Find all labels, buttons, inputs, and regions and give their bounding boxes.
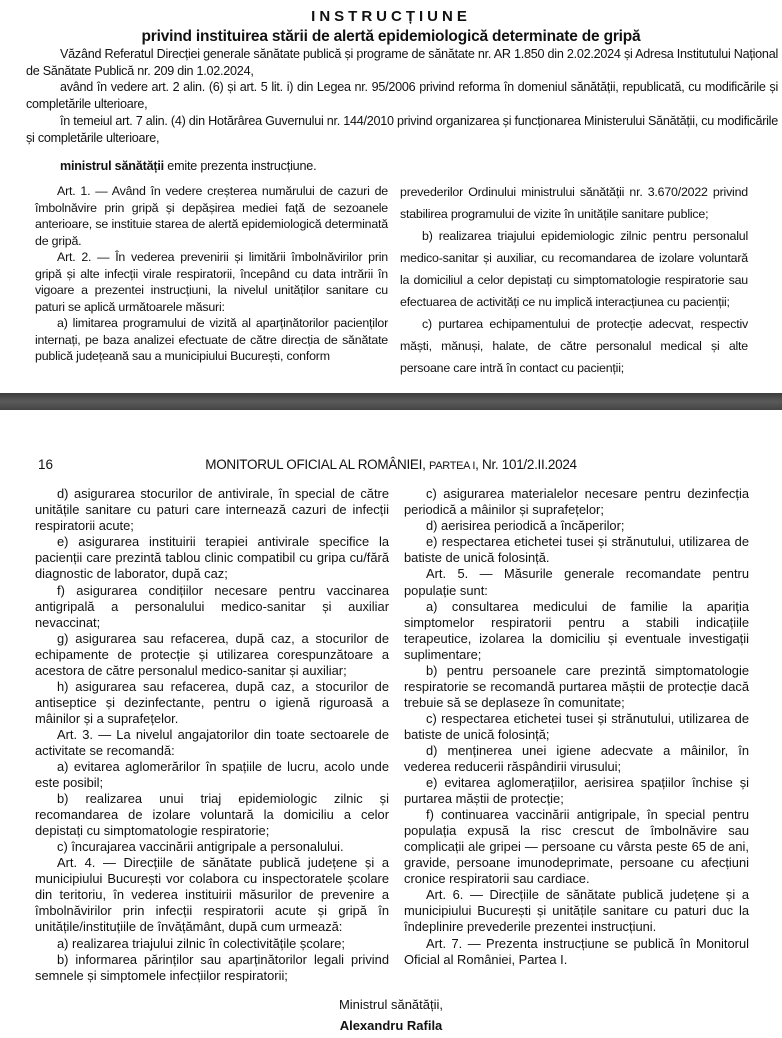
page-header-row bbox=[38, 457, 744, 474]
document-subtitle: privind instituirea stării de alertă epidemiologică determinate de gripă bbox=[141, 28, 641, 45]
issuing-statement bbox=[60, 158, 782, 174]
article-paragraph: b) informarea părinților sau aparținătorilor legali privind semnele și simptomele infecțiilor respiratorii; bbox=[35, 951, 389, 983]
article-paragraph: Art. 2. — În vederea prevenirii și limitării îmbolnăvirilor prin gripă și alte infecții virale respiratorii, începând cu data intrării în vigoare a prezentei instrucțiuni, la nivelul unităților sanitare cu paturi se aplică următoarele măsuri: bbox=[35, 250, 388, 314]
article-paragraph: h) asigurarea sau refacerea, după caz, a stocurilor de antiseptice și dezinfectante, pentru o igienă riguroasă a mâinilor și a suprafețelor. bbox=[35, 678, 389, 726]
article-paragraph: c) purtarea echipamentului de protecție adecvat, respectiv măști, mănuși, halate, de către personalul medical și alte persoane care intră în contact cu pacienții; bbox=[400, 317, 748, 376]
page-header bbox=[78, 457, 744, 474]
article-paragraph: Art. 1. — Având în vedere creșterea numărului de cazuri de îmbolnăvire prin gripă și depășirea mediei față de sezoanele anterioare, se instituie starea de alertă epidemiologică determinată de gripă. bbox=[35, 184, 388, 248]
bottom-columns bbox=[35, 486, 749, 983]
article-paragraph: Art. 4. — Direcțiile de sănătate publică județene și a municipiului București vor colabora cu inspectoratele școlare din teritoriu, în vederea instituirii măsurilor de prevenire a îmbolnăvirilor prin infecții respiratorii acute și gripă în unitățile/instituțiile de învățământ, după cum urmează: bbox=[35, 855, 389, 935]
bottom-left-column bbox=[35, 486, 389, 983]
top-right-column bbox=[400, 181, 748, 379]
article-paragraph: d) menținerea unei igiene adecvate a mâinilor, în vederea reducerii răspândirii virusului; bbox=[404, 742, 749, 775]
article-paragraph: c) respectarea etichetei tusei și strănutului, utilizarea de batiste de unică folosință; bbox=[404, 710, 749, 742]
article-paragraph: c) încurajarea vaccinării antigripale a personalului. bbox=[57, 839, 344, 855]
page-number: 16 bbox=[38, 457, 54, 473]
top-page bbox=[0, 0, 782, 379]
article-paragraph: a) realizarea triajului zilnic în colectivitățile școlare; bbox=[57, 935, 346, 951]
article-paragraph: g) asigurarea sau refacerea, după caz, a stocurilor de echipamente de protecție și utilizarea corespunzătoare a acestora de către personalul medico-sanitar și auxiliar; bbox=[35, 630, 389, 678]
article-paragraph: e) evitarea aglomerațiilor, aerisirea spațiilor închise și purtarea măștii de protecție; bbox=[404, 775, 749, 807]
signature-role: Ministrul sănătății, bbox=[338, 996, 444, 1012]
article-paragraph: b) pentru persoanele care prezintă simptomatologie respiratorie se recomandă purtarea măștii de protecție dacă trebuie să se deplaseze în comunitate; bbox=[404, 662, 749, 710]
article-paragraph: c) asigurarea materialelor necesare pentru dezinfecția periodică a mâinilor și suprafețelor; bbox=[404, 486, 749, 518]
header-issue: , Nr. 101/2.II.2024 bbox=[475, 457, 577, 473]
issuing-text: emite prezenta instrucțiune. bbox=[163, 159, 317, 174]
article-paragraph: Art. 7. — Prezenta instrucțiune se publică în Monitorul Oficial al României, Partea I. bbox=[404, 935, 749, 967]
article-paragraph: f) asigurarea condițiilor necesare pentru vaccinarea antigripală a personalului medico-sanitar și auxiliar nevaccinat; bbox=[35, 582, 389, 630]
article-paragraph: b) realizarea triajului epidemiologic zilnic pentru personalul medico-sanitar și auxiliar, cu recomandarea de izolare voluntară la domiciliul a celor depistați cu simptomatologie respiratorie sau efectuarea de activități ce nu implică interacțiunea cu pacienții; bbox=[400, 229, 748, 310]
bottom-right-column bbox=[404, 486, 749, 983]
document-title: INSTRUCȚIUNE bbox=[311, 8, 471, 25]
article-paragraph: d) aerisirea periodică a încăperilor; bbox=[426, 518, 625, 534]
article-paragraph: a) evitarea aglomerărilor în spațiile de lucru, acolo unde este posibil; bbox=[35, 759, 389, 791]
top-left-column bbox=[35, 183, 388, 379]
article-paragraph: d) asigurarea stocurilor de antivirale, în special de către unitățile sanitare cu paturi care internează cazuri de infecții respiratorii acute; bbox=[35, 486, 389, 534]
article-paragraph: prevederilor Ordinului ministrului sănătății nr. 3.670/2022 privind stabilirea programului de vizite în unitățile sanitare publice; bbox=[400, 185, 748, 222]
header-publication: MONITORUL OFICIAL AL ROMÂNIEI, bbox=[205, 457, 429, 473]
top-columns bbox=[35, 183, 748, 379]
article-paragraph: a) limitarea programului de vizită al aparținătorilor pacienților internați, pe baza analizei efectuate de către direcția de sănătate publică județeană sau a municipiului București, conform bbox=[35, 316, 388, 364]
article-paragraph: Art. 5. — Măsurile generale recomandate pentru populație sunt: bbox=[404, 566, 749, 598]
issuer: ministrul sănătății bbox=[60, 159, 164, 174]
preamble-paragraph: având în vedere art. 2 alin. (6) și art. 5 lit. i) din Legea nr. 95/2006 privind reforma în domeniul sănătății, republicată, cu modificările și completările ulterioare, bbox=[26, 80, 778, 112]
preamble-paragraph: Văzând Referatul Direcției generale sănătate publică și programe de sănătate nr. AR 1.850 din 2.02.2024 și Adresa Institutului Național de Sănătate Publică nr. 209 din 1.02.2024, bbox=[26, 47, 778, 78]
article-paragraph: Art. 6. — Direcțiile de sănătate publică județene și a municipiului București și unitățile sanitare cu paturi duc la îndeplinire prevederile prezentei instrucțiuni. bbox=[404, 887, 749, 935]
article-paragraph: b) realizarea unui triaj epidemiologic zilnic și recomandarea de izolare voluntară la domiciliu a celor depistați cu simptomatologie respiratorie; bbox=[35, 791, 389, 839]
header-part: PARTEA I bbox=[429, 460, 476, 473]
article-paragraph: f) continuarea vaccinării antigripale, în special pentru populația expusă la risc crescut de îmbolnăvire sau complicații ale gripei — persoane cu vârsta peste 65 de ani, gravide, persoane imunodeprimate, persoane cu afecțiuni cronice respiratorii sau cardiace. bbox=[404, 807, 749, 887]
signature-name: Alexandru Rafila bbox=[339, 1017, 443, 1033]
bottom-page bbox=[0, 410, 782, 1037]
preamble bbox=[26, 46, 778, 146]
page-separator bbox=[0, 393, 782, 410]
article-paragraph: e) asigurarea instituirii terapiei antivirale specifice la pacienții care prezintă tablou clinic compatibil cu gripa cu/fără diagnostic de laborator, după caz; bbox=[35, 534, 389, 582]
article-paragraph: e) respectarea etichetei tusei și strănutului, utilizarea de batiste de unică folosință. bbox=[404, 534, 749, 566]
article-paragraph: a) consultarea medicului de familie la apariția simptomelor respiratorii pentru a stabili indicațiile terapeutice, izolarea la domiciliu și eventuale investigații suplimentare; bbox=[404, 598, 749, 662]
preamble-paragraph: în temeiul art. 7 alin. (4) din Hotărârea Guvernului nr. 144/2010 privind organizarea și funcționarea Ministerului Sănătății, cu modificările și completările ulterioare, bbox=[26, 113, 778, 145]
article-paragraph: Art. 3. — La nivelul angajatorilor din toate sectoarele de activitate se recomandă: bbox=[35, 726, 389, 758]
